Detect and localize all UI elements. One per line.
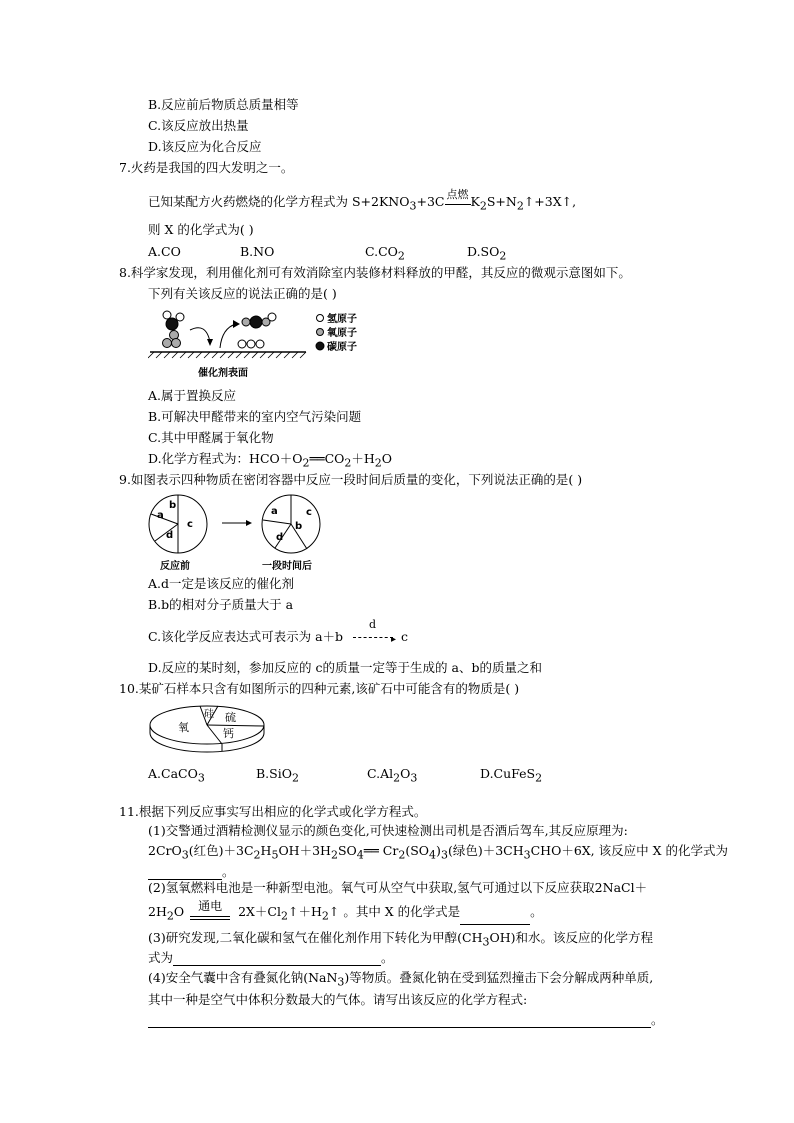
q11-part3-answer[interactable]: 式为 。 [148,950,394,965]
pie-label-sulfur: 硫 [225,711,236,724]
catalyst-surface-label: 催化剂表面 [198,368,248,379]
q11-part2-condition: 通电 [198,898,223,913]
pie-label-calcium: 钙 [223,727,234,740]
q9-option-b: B.b的相对分子质量大于 a [148,597,294,612]
q9-stem: 9.如图表示四种物质在密闭容器中反应一段时间后质量的变化，下列说法正确的是( ) [119,472,583,487]
pie-before-caption: 反应前 [160,561,190,572]
q11-part1-answer[interactable]: 。 [148,864,235,880]
q11-part4-line2: 其中一种是空气中体积分数最大的气体。请写出该反应的化学方程式: [148,992,528,1007]
pie-label-oxygen: 氧 [178,721,189,734]
q8-option-c: C.其中甲醛属于氧化物 [148,430,274,445]
q11-part4-line1: (4)安全气囊中含有叠氮化钠(NaN$_3$)等物质。叠氮化钠在受到猛烈撞击下会分解成两种单质, [148,970,654,989]
q9-pie-diagram [148,494,333,574]
oxygen-atom-icon [242,318,250,326]
q10-option-a: A.CaCO$_3$ [148,766,205,785]
q11-part1-line1: (1)交警通过酒精检测仪显示的颜色变化,可快速检测出司机是否酒后驾车,其反应原理为: [148,823,628,838]
hydrogen-atom-icon [163,311,171,319]
pie-before-label-c: c [187,519,193,530]
hydrogen-atom-icon [238,340,246,348]
q7-option-d: $D.SO_2$ [467,244,507,263]
q7-stem: 7.火药是我国的四大发明之一。 [119,160,294,175]
pie-label-silicon: 硅 [204,709,214,720]
q8-option-a: A.属于置换反应 [148,388,237,403]
oxygen-atom-icon [172,339,181,348]
answer-blank [173,951,381,966]
q6-option-b: B.反应前后物质总质量相等 [148,97,299,112]
legend-carbon-icon [316,342,324,350]
carbon-atom-icon [166,318,178,330]
q6-option-d: D.该反应为化合反应 [148,139,262,154]
q11-part3-line1: (3)研究发现,二氧化碳和氢气在催化剂作用下转化为甲醇$(CH_3OH)$和水。该反应的化学方程 [148,930,654,949]
q10-option-d: D.CuFeS$_2$ [480,766,543,785]
q7-ask: 则 X 的化学式为( ) [148,222,254,237]
pie-after-label-a: a [271,506,278,517]
q11-part2-equation: $2H_2O$ 通电 $2X+Cl_2↑+H_2↑$ 。其中 X 的化学式是 。 [148,898,543,923]
hydrogen-atom-icon [256,340,264,348]
pie-after-label-c: c [306,507,312,518]
surface-hatching [148,352,306,358]
pie-before [149,495,207,553]
legend-carbon: 碳原子 [327,342,357,353]
q7-option-c: $C.CO_2$ [365,244,405,263]
pie-before-label-d: d [166,530,174,541]
q11-part4-answer[interactable]: 。 [148,1012,664,1028]
answer-blank[interactable] [460,910,530,925]
pie-after-label-d: d [276,532,284,543]
answer-blank [148,865,222,880]
oxygen-atom-icon [163,339,172,348]
q10-pie-diagram [148,704,268,754]
pie-after-label-b: b [295,521,303,532]
q11-part1-equation: 2CrO$_3$(红色)$+3C_2H_5OH+3H_2SO_4══$ $Cr_2(SO_4)_3$(绿色)$+3CH_3CHO+6X$, 该反应中 X 的化学式为 [148,843,728,862]
q7-option-a: A.CO [148,244,181,259]
answer-blank [148,1013,651,1028]
q7-equation: 已知某配方火药燃烧的化学方程式为 $S+2KNO_3+3C$ 点燃 $K_2S+N_2↑+3X↑$, [148,188,577,213]
pie-before-label-b: b [169,500,177,511]
q9-condition: d [369,618,377,631]
q8-option-d: D.化学方程式为：$HCO+O_2══CO_2+H_2O$ [148,451,393,470]
arrow-down-icon [190,328,210,342]
q8-option-b: B.可解决甲醛带来的室内空气污染问题 [148,409,362,424]
q6-option-c: C.该反应放出热量 [148,118,249,133]
pie-after [262,495,320,553]
q9-option-d: D.反应的某时刻，参加反应的 c的质量一定等于生成的 a、b的质量之和 [148,660,542,675]
q8-molecule-diagram [148,308,368,380]
legend-hydrogen-icon [317,315,324,322]
carbon-atom-icon [250,316,262,328]
pie-after-caption: 一段时间后 [262,561,312,572]
legend-oxygen-icon [317,329,324,336]
legend-oxygen: 氧原子 [327,328,357,339]
q7-condition: 点燃 [446,188,469,201]
legend-hydrogen: 氢原子 [327,314,357,325]
q11-part2-line1: (2)氢氧燃料电池是一种新型电池。氧气可从空气中获取,氢气可通过以下反应获取2NaCl＋ [148,880,648,895]
q9-option-a: A.d一定是该反应的催化剂 [148,576,295,591]
q10-stem: 10.某矿石样本只含有如图所示的四种元素,该矿石中可能含有的物质是( ) [119,681,520,696]
hydrogen-atom-icon [268,313,276,321]
q10-option-b: B.SiO$_2$ [256,766,299,785]
hydrogen-atom-icon [176,313,184,321]
q10-option-c: $C.Al_2O_3$ [367,766,418,785]
q8-stem-2: 下列有关该反应的说法正确的是( ) [148,286,337,301]
q8-stem: 8.科学家发现，利用催化剂可有效消除室内装修材料释放的甲醛，其反应的微观示意图如下。 [119,265,631,280]
q11-stem: 11.根据下列反应事实写出相应的化学式或化学方程式。 [119,804,427,819]
pie-before-label-a: a [157,510,164,521]
hydrogen-atom-icon [247,340,255,348]
q9-option-c: C.该化学反应表达式可表示为 a＋b d ▸ c [148,618,409,645]
q7-option-b: B.NO [240,244,275,259]
